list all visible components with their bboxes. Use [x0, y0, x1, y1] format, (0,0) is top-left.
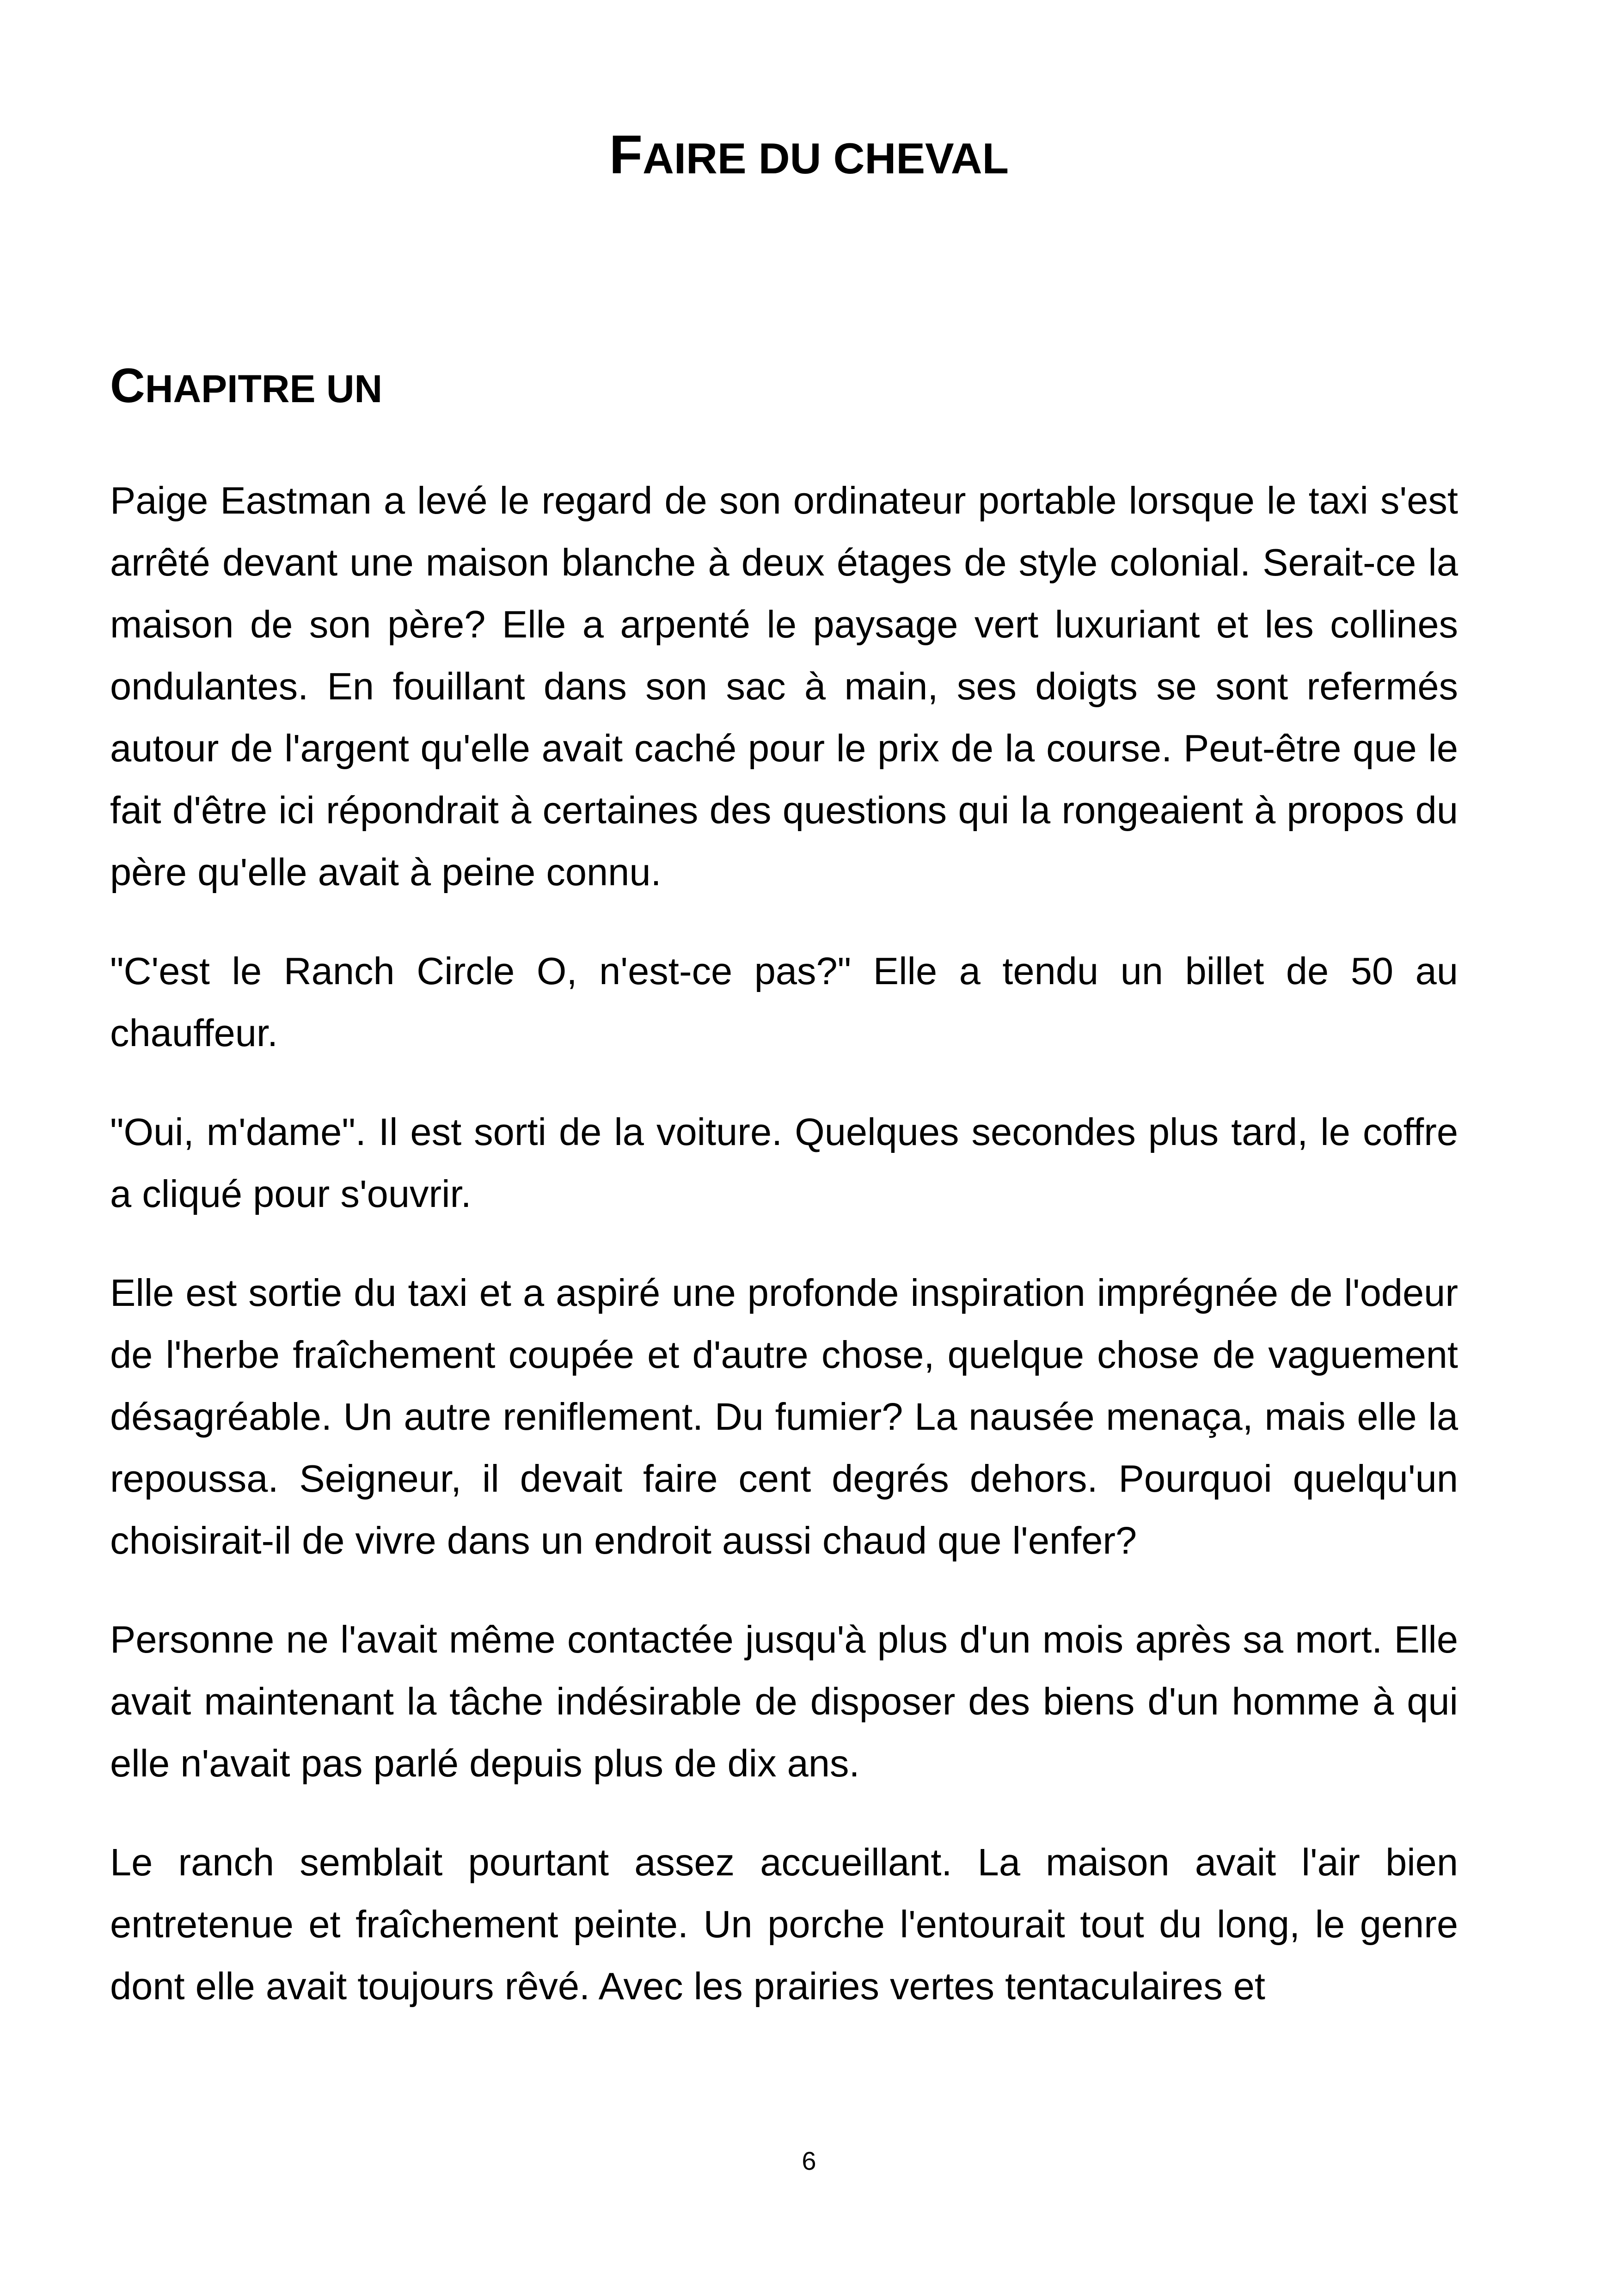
- chapter-body: [110, 470, 1458, 2017]
- paragraph-1: Paige Eastman a levé le regard de son ordinateur portable lorsque le taxi s'est arrêté devant une maison blanche à deux étages de style colonial. Serait-ce la maison de son père? Elle a arpenté le paysage vert luxuriant et les collines ondulantes. En fouillant dans son sac à main, ses doigts se sont refermés autour de l'argent qu'elle avait caché pour le prix de la course. Peut-être que le fait d'être ici répondrait à certaines des questions qui la rongeaient à propos du père qu'elle avait à peine connu.: [110, 479, 1458, 894]
- book-title: [0, 118, 1618, 196]
- chapter-title: [110, 351, 382, 423]
- page-number: 6: [802, 2146, 816, 2175]
- paragraph-6: Le ranch semblait pourtant assez accueillant. La maison avait l'air bien entretenue et fraîchement peinte. Un porche l'entourait tout du long, le genre dont elle avait toujours rêvé. Avec les prairies vertes tentaculaires et: [110, 1841, 1458, 2008]
- paragraph-4: Elle est sortie du taxi et a aspiré une profonde inspiration imprégnée de l'odeur de l'herbe fraîchement coupée et d'autre chose, quelque chose de vaguement désagréable. Un autre reniflement. Du fumier? La nausée menaça, mais elle la repoussa. Seigneur, il devait faire cent degrés dehors. Pourquoi quelqu'un choisirait-il de vivre dans un endroit aussi chaud que l'enfer?: [110, 1271, 1458, 1562]
- book-title-rest: AIRE DU CHEVAL: [643, 134, 1009, 183]
- chapter-title-rest: HAPITRE UN: [145, 367, 383, 410]
- paragraph-2: "C'est le Ranch Circle O, n'est-ce pas?" Elle a tendu un billet de 50 au chauffeur.: [110, 949, 1458, 1054]
- paragraph-3: "Oui, m'dame". Il est sorti de la voiture. Quelques secondes plus tard, le coffre a cliqué pour s'ouvrir.: [110, 1110, 1458, 1215]
- book-title-initial: F: [609, 124, 643, 185]
- chapter-title-initial: C: [110, 359, 145, 413]
- paragraph-5: Personne ne l'avait même contactée jusqu'à plus d'un mois après sa mort. Elle avait maintenant la tâche indésirable de disposer des biens d'un homme à qui elle n'avait pas parlé depuis plus de dix ans.: [110, 1618, 1458, 1785]
